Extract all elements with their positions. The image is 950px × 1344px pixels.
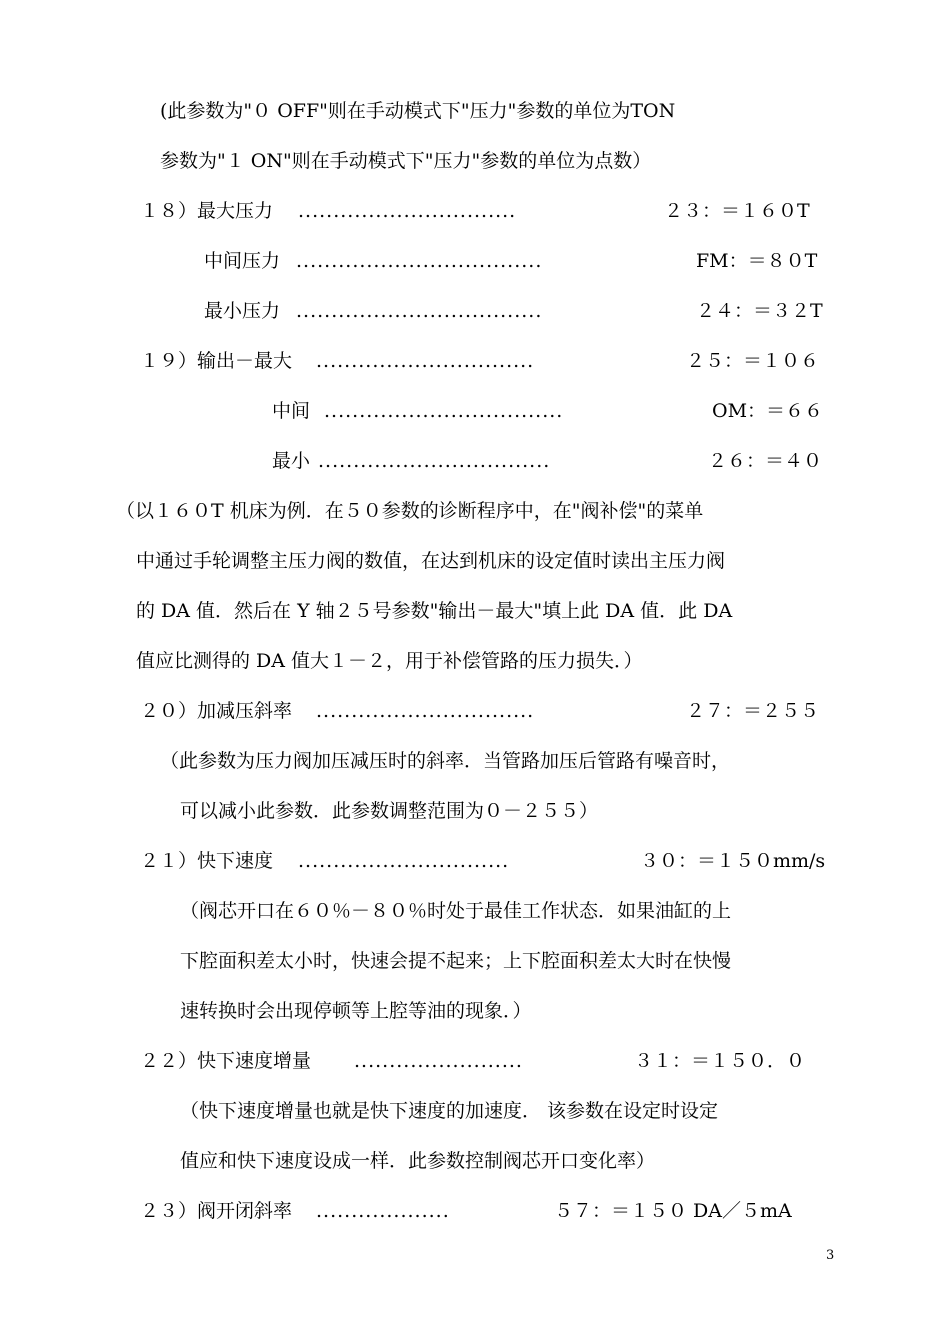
param-value: ３０：＝１５０mm/s: [640, 850, 826, 872]
paragraph-text: 的 DA 值．然后在 Y 轴２５号参数"输出－最大"填上此 DA 值．此 DA: [136, 600, 733, 622]
paragraph-text: （阀芯开口在６０％－８０％时处于最佳工作状态．如果油缸的上: [180, 900, 732, 922]
param-row: [0, 691, 950, 731]
text-line: [0, 1091, 950, 1131]
param-row: [0, 1191, 950, 1231]
param-label: 中间: [272, 400, 311, 422]
text-line: [0, 1141, 950, 1181]
text-line: [0, 591, 950, 631]
leader-dots: ...................: [316, 1200, 450, 1222]
paragraph-text: （快下速度增量也就是快下速度的加速度． 该参数在设定时设定: [180, 1100, 719, 1122]
text-line: [0, 641, 950, 681]
text-line: [0, 491, 950, 531]
text-line: [0, 791, 950, 831]
param-value: ５７：＝１５０ DA／５mA: [554, 1200, 792, 1222]
param-row: [0, 841, 950, 881]
param-value: ２４：＝３２T: [696, 300, 823, 322]
param-row: [0, 341, 950, 381]
text-line: [0, 141, 950, 181]
paragraph-text: （以１６０T 机床为例．在５０参数的诊断程序中，在"阀补偿"的菜单: [116, 500, 704, 522]
param-label: ２０）加减压斜率: [140, 700, 293, 722]
param-label: ２３）阀开闭斜率: [140, 1200, 293, 1222]
paragraph-text: 中通过手轮调整主压力阀的数值，在达到机床的设定值时读出主压力阀: [136, 550, 726, 572]
param-label: 中间压力: [204, 250, 281, 272]
text-line: [0, 741, 950, 781]
leader-dots: ...................................: [296, 300, 543, 322]
param-label: ２２）快下速度增量: [140, 1050, 312, 1072]
leader-dots: .................................: [318, 450, 551, 472]
param-value: ２６：＝４０: [708, 450, 823, 472]
paragraph-text: 下腔面积差太小时，快速会提不起来；上下腔面积差太大时在快慢: [180, 950, 732, 972]
param-row: [0, 1041, 950, 1081]
param-row: [0, 291, 950, 331]
paragraph-text: 参数为"１ ON"则在手动模式下"压力"参数的单位为点数）: [160, 150, 652, 172]
param-label: ２１）快下速度: [140, 850, 274, 872]
param-label: １９）输出－最大: [140, 350, 293, 372]
page-number: 3: [826, 1248, 835, 1263]
param-value: ２３：＝１６０T: [664, 200, 810, 222]
text-line: [0, 891, 950, 931]
param-value: ３１：＝１５０．０: [634, 1050, 806, 1072]
param-value: ２７：＝２５５: [686, 700, 820, 722]
text-line: [0, 991, 950, 1031]
paragraph-text: 值应和快下速度设成一样．此参数控制阀芯开口变化率）: [180, 1150, 656, 1172]
leader-dots: ...............................: [316, 700, 535, 722]
param-row: [0, 391, 950, 431]
paragraph-text: 速转换时会出现停顿等上腔等油的现象．）: [180, 1000, 532, 1022]
text-line: [0, 541, 950, 581]
param-label: 最小压力: [204, 300, 281, 322]
leader-dots: ..............................: [298, 850, 510, 872]
leader-dots: ...............................: [316, 350, 535, 372]
param-label: 最小: [272, 450, 311, 472]
param-label: １８）最大压力: [140, 200, 274, 222]
paragraph-text: 可以减小此参数．此参数调整范围为０－２５５）: [180, 800, 599, 822]
param-value: ２５：＝１０６: [686, 350, 820, 372]
text-line: [0, 91, 950, 131]
text-line: [0, 941, 950, 981]
param-row: [0, 191, 950, 231]
param-row: [0, 241, 950, 281]
param-value: OM：＝６６: [712, 400, 824, 422]
leader-dots: ........................: [354, 1050, 523, 1072]
param-row: [0, 441, 950, 481]
paragraph-text: （此参数为压力阀加压减压时的斜率．当管路加压后管路有噪音时，: [160, 750, 731, 772]
leader-dots: ..................................: [324, 400, 564, 422]
paragraph-text: (此参数为"０ OFF"则在手动模式下"压力"参数的单位为TON: [160, 100, 676, 122]
leader-dots: ...............................: [298, 200, 517, 222]
param-value: FM：＝８０T: [696, 250, 818, 272]
paragraph-text: 值应比测得的 DA 值大１－２，用于补偿管路的压力损失．）: [136, 650, 643, 672]
leader-dots: ...................................: [296, 250, 543, 272]
